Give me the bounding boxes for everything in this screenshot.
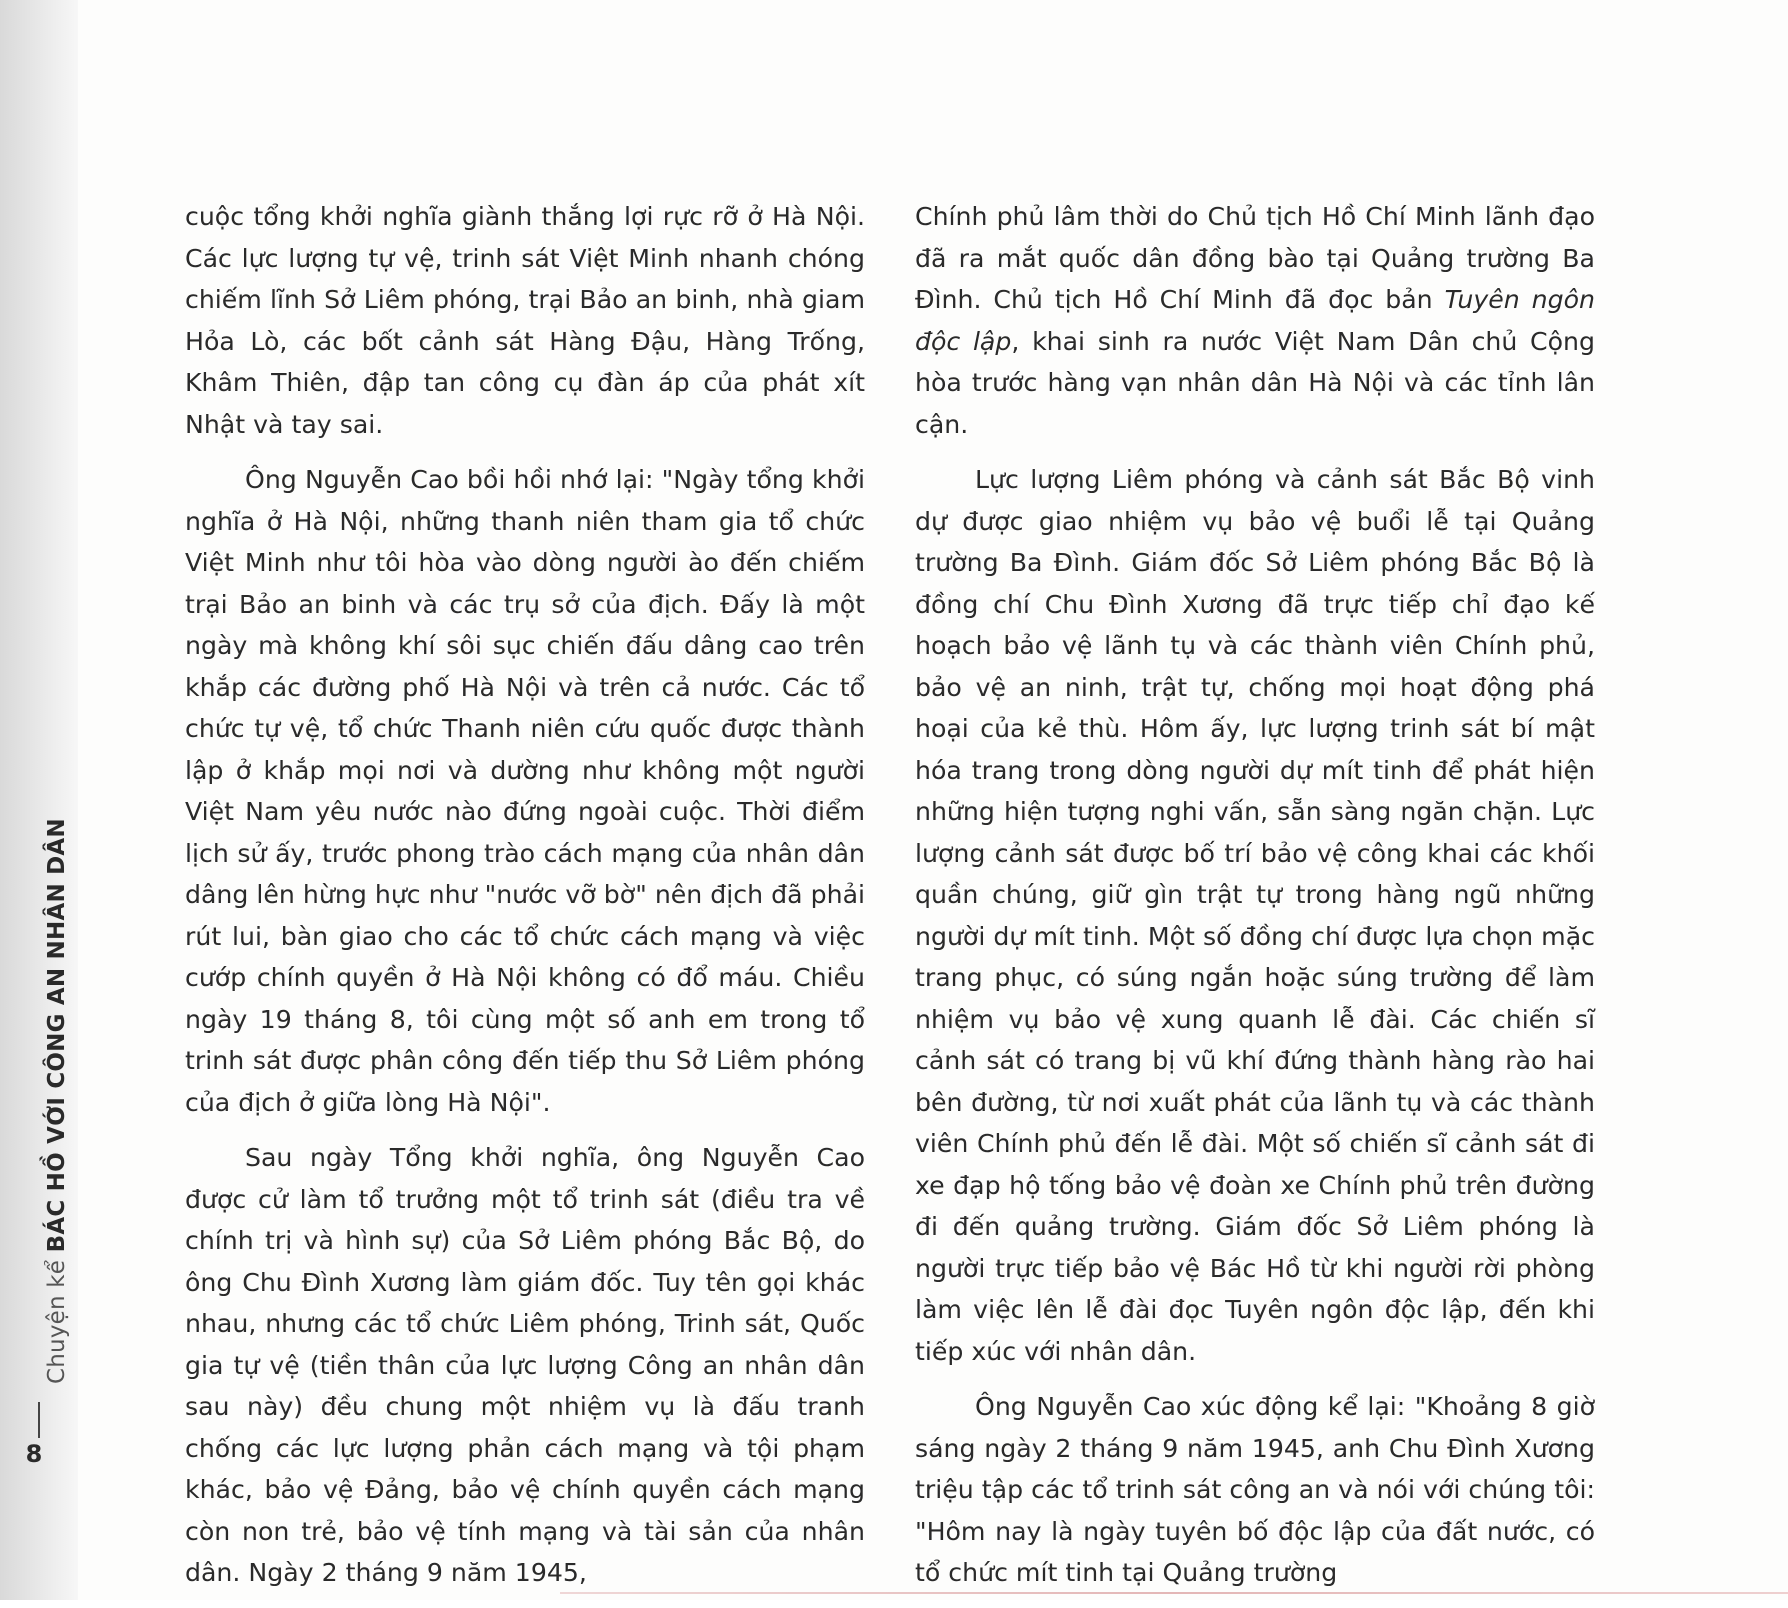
paragraph-text: Chính phủ lâm thời do Chủ tịch Hồ Chí Minh lãnh đạo đã ra mắt quốc dân đồng bào tại Quảng trường Ba Đình. Chủ tịch Hồ Chí Minh đã đọc bản [915, 202, 1595, 314]
left-column [185, 196, 865, 1608]
running-head-series: Chuyện kể [44, 1259, 70, 1384]
page-number: 8 [25, 1440, 43, 1468]
paragraph: cuộc tổng khởi nghĩa giành thắng lợi rực rỡ ở Hà Nội. Các lực lượng tự vệ, trinh sát Việt Minh nhanh chóng chiếm lĩnh Sở Liêm phóng, trại Bảo an binh, nhà giam Hỏa Lò, các bốt cảnh sát Hàng Đậu, Hàng Trống, Khâm Thiên, đập tan công cụ đàn áp của phát xít Nhật và tay sai. [185, 202, 865, 439]
paragraph [915, 196, 1595, 445]
right-column [915, 196, 1595, 1608]
running-head [44, 818, 70, 1384]
italic-title: Tuyên ngôn độc lập [915, 285, 1595, 356]
running-head-title: BÁC HỒ VỚI CÔNG AN NHÂN DÂN [44, 818, 70, 1253]
paragraph: Sau ngày Tổng khởi nghĩa, ông Nguyễn Cao được cử làm tổ trưởng một tổ trinh sát (điều tra về chính trị và hình sự) của Sở Liêm phóng Bắc Bộ, do ông Chu Đình Xương làm giám đốc. Tuy tên gọi khác nhau, nhưng các tổ chức Liêm phóng, Trinh sát, Quốc gia tự vệ (tiền thân của lực lượng Công an nhân dân sau này) đều chung một nhiệm vụ là đấu tranh chống các lực lượng phản cách mạng và tội phạm khác, bảo vệ Đảng, bảo vệ chính quyền cách mạng còn non trẻ, bảo vệ tính mạng và tài sản của nhân dân. Ngày 2 tháng 9 năm 1945, [185, 1143, 865, 1587]
paragraph: Ông Nguyễn Cao xúc động kể lại: "Khoảng 8 giờ sáng ngày 2 tháng 9 năm 1945, anh Chu Đình Xương triệu tập các tổ trinh sát công an và nói với chúng tôi: "Hôm nay là ngày tuyên bố độc lập của đất nước, có tổ chức mít tinh tại Quảng trường [915, 1392, 1595, 1587]
paragraph-text: , khai sinh ra nước Việt Nam Dân chủ Cộng hòa trước hàng vạn nhân dân Hà Nội và các tỉnh lân cận. [915, 326, 1595, 439]
running-head-rule [38, 1402, 40, 1438]
paragraph: Ông Nguyễn Cao bồi hồi nhớ lại: "Ngày tổng khởi nghĩa ở Hà Nội, những thanh niên tham gia tổ chức Việt Minh như tôi hòa vào dòng người ào đến chiếm trại Bảo an binh và các trụ sở của địch. Đấy là một ngày mà không khí sôi sục chiến đấu dâng cao trên khắp các đường phố Hà Nội và trên cả nước. Các tổ chức tự vệ, tổ chức Thanh niên cứu quốc được thành lập ở khắp mọi nơi và dường như không một người Việt Nam yêu nước nào đứng ngoài cuộc. Thời điểm lịch sử ấy, trước phong trào cách mạng của nhân dân dâng lên hừng hực như "nước vỡ bờ" nên địch đã phải rút lui, bàn giao cho các tổ chức cách mạng và việc cướp chính quyền ở Hà Nội không có đổ máu. Chiều ngày 19 tháng 8, tôi cùng một số anh em trong tổ trinh sát được phân công đến tiếp thu Sở Liêm phóng của địch ở giữa lòng Hà Nội". [185, 465, 865, 1117]
paragraph: Lực lượng Liêm phóng và cảnh sát Bắc Bộ vinh dự được giao nhiệm vụ bảo vệ buổi lễ tại Quảng trường Ba Đình. Giám đốc Sở Liêm phóng Bắc Bộ là đồng chí Chu Đình Xương đã trực tiếp chỉ đạo kế hoạch bảo vệ lãnh tụ và các thành viên Chính phủ, bảo vệ an ninh, trật tự, chống mọi hoạt động phá hoại của kẻ thù. Hôm ấy, lực lượng trinh sát bí mật hóa trang trong dòng người dự mít tinh để phát hiện những hiện tượng nghi vấn, sẵn sàng ngăn chặn. Lực lượng cảnh sát được bố trí bảo vệ công khai các khối quần chúng, giữ gìn trật tự trong hàng ngũ những người dự mít tinh. Một số đồng chí được lựa chọn mặc trang phục, có súng ngắn hoặc súng trường để làm nhiệm vụ bảo vệ xung quanh lễ đài. Các chiến sĩ cảnh sát có trang bị vũ khí đứng thành hàng rào hai bên đường, từ nơi xuất phát của lãnh tụ và các thành viên Chính phủ đến lễ đài. Một số chiến sĩ cảnh sát đi xe đạp hộ tống bảo vệ đoàn xe Chính phủ trên đường đi đến quảng trường. Giám đốc Sở Liêm phóng là người trực tiếp bảo vệ Bác Hồ từ khi người rời phòng làm việc lên lễ đài đọc Tuyên ngôn độc lập, đến khi tiếp xúc với nhân dân. [915, 465, 1595, 1366]
page-edge-line [560, 1592, 1788, 1594]
